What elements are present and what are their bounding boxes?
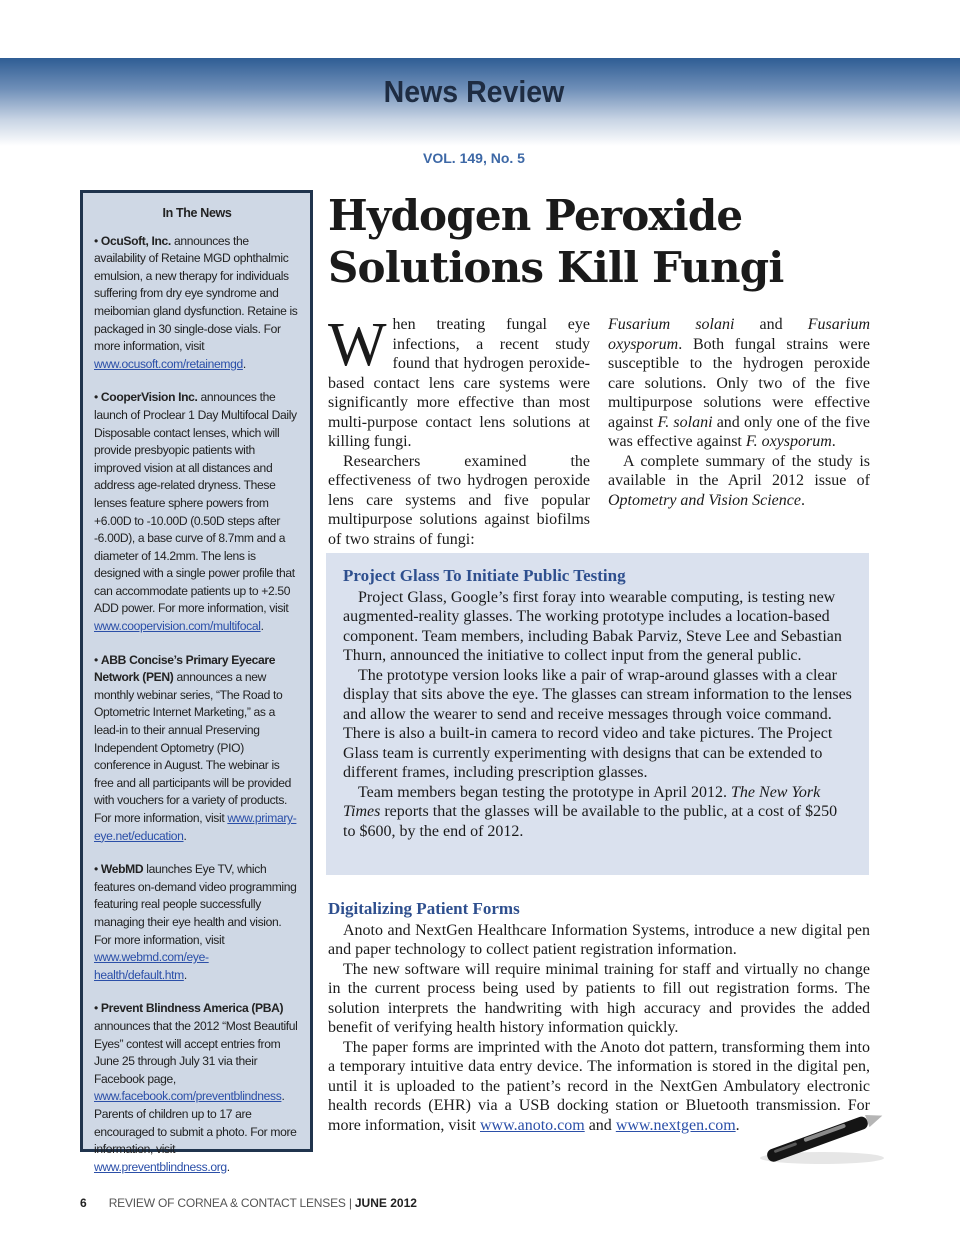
article-italic: F. oxysporum xyxy=(745,433,832,450)
news-item-text: announces that the 2012 “Most Beautiful Eyes” contest will accept entries from June 25 through July 31 via their Facebook page, xyxy=(94,1018,298,1086)
news-item-text: launches Eye TV, which features on-demand video programming featuring real people successfully managing their eye health and vision. For more information, visit xyxy=(94,862,297,947)
box-title: Project Glass To Initiate Public Testing xyxy=(343,566,626,585)
news-item-link[interactable]: www.ocusoft.com/retainemgd xyxy=(94,356,243,371)
article-italic: Fusarium solani xyxy=(608,316,735,333)
box-italic: The New York Times xyxy=(343,783,821,820)
drop-cap: W xyxy=(328,311,387,379)
news-item-webmd: • WebMD launches Eye TV, which features on-demand video programming featuring real people successfully managing their eye health and vision. For more information, visit www.webmd.com/eye-health/default.htm. xyxy=(94,862,297,982)
digital-pen-icon xyxy=(752,1102,892,1172)
article-text: . xyxy=(831,433,836,450)
article-text: . xyxy=(800,491,805,509)
news-item-end: . xyxy=(183,828,187,843)
news-item-link[interactable]: www.coopervision.com/multifocal xyxy=(94,619,261,634)
section-paragraph: Anoto and NextGen Healthcare Information Systems, introduce a new digital pen and paper technology to collect patient registration information. xyxy=(328,921,870,958)
article-italic: F. solani xyxy=(657,413,713,431)
section-text: . xyxy=(735,1116,740,1134)
article-paragraph xyxy=(608,452,870,511)
article-paragraph xyxy=(328,311,590,452)
patient-forms-section xyxy=(328,899,870,1135)
box-text: reports that the glasses will be available to the public, at a cost of $250 to $600, by the end of 2012. xyxy=(343,803,838,840)
news-item-end: . xyxy=(183,967,187,982)
box-text: Team members began testing the prototype in April 2012. xyxy=(358,783,732,801)
news-item-text: announces the availability of Retaine MGD ophthalmic emulsion, a new therapy for individuals suffering from dry eye syndrome and meibomian gland dysfunction. Retaine is packaged in 30 single-dose vials. For more information, visit xyxy=(94,233,298,354)
news-item-end: . xyxy=(242,356,246,371)
article-column-2 xyxy=(608,315,870,510)
news-item-lead: CooperVision Inc. xyxy=(100,390,198,405)
section-text: and xyxy=(584,1116,616,1134)
article-text: A complete summary of the study is available in the April 2012 issue of xyxy=(608,452,870,489)
news-item-ocusoft: • OcuSoft, Inc. announces the availability of Retaine MGD ophthalmic emulsion, a new therapy for individuals suffering from dry eye syndrome and meibomian gland dysfunction. Retaine is packaged in 30 single-dose vials. For more information, visit www.ocusoft.com/retainemgd. xyxy=(94,233,298,371)
news-item-prevent-blindness: • Prevent Blindness America (PBA) announces that the 2012 “Most Beautiful Eyes” contest will accept entries from June 25 through July 31 via their Facebook page, www.facebook.com/preventblindness. Parents of children up to 17 are encouraged to submit a photo. For more information, visit www.preventblindness.org. xyxy=(94,1001,298,1174)
headline-line: Hydogen Peroxide xyxy=(328,191,743,240)
issue-date: JUNE 2012 xyxy=(354,1196,417,1210)
news-item-text: announces a new monthly webinar series, “The Road to Optometric Internet Marketing,” as a lead-in to their annual Preserving Independent Optometry (PIO) conference in August. The webinar is free and all participants will be provided with vouchers for a variety of products. For more information, visit xyxy=(94,670,292,825)
article-text: Researchers examined the effectiveness of two hydrogen peroxide lens care systems and five popular multipurpose solutions against biofilms of two strains of fungi: xyxy=(328,452,590,548)
nextgen-link[interactable]: www.nextgen.com xyxy=(615,1116,736,1134)
section-text: The paper forms are imprinted with the Anoto dot pattern, transforming them into a temporary intuitive data entry device. The information is stored in the digital pen, until it is uploaded to the patient’s record in the NextGen Ambulatory electronic health records (EHR) via a USB docking station or Bluetooth transmission. For more information, visit xyxy=(328,1038,870,1134)
magazine-name: REVIEW OF CORNEA & CONTACT LENSES | xyxy=(108,1196,355,1210)
box-paragraph xyxy=(343,783,852,842)
news-item-link[interactable]: www.webmd.com/eye-health/default.htm xyxy=(94,950,209,982)
news-item-end: . xyxy=(226,1159,230,1174)
page-number: 6 xyxy=(80,1196,87,1210)
news-item-text: announces the launch of Proclear 1 Day Multifocal Daily Disposable contact lenses, which will provide presbyopic patients with improved vision at all distances and address age-related dryness. These lenses feature sphere powers from +6.00D to -10.00D (0.50D steps after -6.00D), a base curve of 8.7mm and a diameter of 14.2mm. The lens is designed with a single power profile that can accommodate patients up to +2.50 ADD power. For more information, visit xyxy=(94,390,297,616)
article-text: and only one of the five was effective against xyxy=(608,413,870,450)
headline-line: Solutions Kill Fungi xyxy=(328,243,784,292)
news-item-link[interactable]: www.facebook.com/preventblindness xyxy=(94,1089,282,1104)
article-text: . Both fungal strains were susceptible to the hydrogen peroxide care solutions. Only two of the five multipurpose solutions were effective against xyxy=(608,335,870,431)
article-text: and xyxy=(734,316,808,333)
sidebar-heading: In The News xyxy=(162,206,232,220)
section-heading: Digitalizing Patient Forms xyxy=(328,899,520,918)
section-title: News Review xyxy=(383,74,565,109)
news-item-abb-concise: • ABB Concise’s Primary Eyecare Network (PEN) announces a new monthly webinar series, “The Road to Optometric Internet Marketing,” as a lead-in to their annual Preserving Independent Optometry (PIO) conference in August. The webinar is free and all participants will be provided with vouchers for a variety of products. For more information, visit www.primary-eye.net/education. xyxy=(94,652,297,843)
volume-label: VOL. 149, No. 5 xyxy=(423,150,525,166)
anoto-link[interactable]: www.anoto.com xyxy=(479,1116,585,1134)
project-glass-box xyxy=(326,553,869,875)
article-italic: Fusarium oxysporum xyxy=(608,316,870,353)
article-headline xyxy=(328,190,888,294)
article-paragraph xyxy=(328,452,590,550)
news-item-end: . xyxy=(260,619,264,634)
news-item-text: . Parents of children up to 17 are encouraged to submit a photo. For more information, visit xyxy=(94,1089,297,1157)
article-paragraph-continued xyxy=(608,315,870,452)
section-paragraph: The new software will require minimal training for staff and virtually no change in the current process being used by patients to fill out registration forms. The solution interprets the handwriting with high accuracy and provides the added benefit of verifying health history information quickly. xyxy=(328,960,870,1036)
news-item-lead: Prevent Blindness America (PBA) xyxy=(100,1001,284,1016)
article-column-1 xyxy=(328,311,590,549)
article-text: hen treating fungal eye infections, a recent study found that hydrogen peroxide-based contact lens care systems were significantly more effective than most multi-purpose contact lens solutions at killing fungi. xyxy=(328,316,590,450)
article-italic: Optometry and Vision Science xyxy=(608,491,801,509)
news-item-lead: ABB Concise’s Primary Eyecare Network (PEN) xyxy=(94,652,276,685)
box-paragraph: Project Glass, Google’s first foray into wearable computing, is testing new augmented-reality glasses. The working prototype includes a location-based component. Team members, including Babak Parviz, Steve Lee and Sebastian Thurn, announced the initiative to collect input from the general public. xyxy=(343,588,842,664)
box-paragraph: The prototype version looks like a pair of wrap-around glasses with a clear display that sits above the eye. The glasses can stream information to the lenses and allow the wearer to send and receive messages through voice command. There is also a built-in camera to record video and take pictures. The Project Glass team is currently experimenting with designs that can be extended to different frames, including prescription glasses. xyxy=(343,666,852,781)
in-the-news-sidebar xyxy=(80,190,313,1174)
news-item-lead: WebMD xyxy=(100,862,144,877)
news-item-lead: OcuSoft, Inc. xyxy=(100,233,171,248)
page-footer xyxy=(80,1196,417,1210)
news-item-link[interactable]: www.primary-eye.net/education xyxy=(94,811,297,843)
news-item-coopervision: • CooperVision Inc. announces the launch of Proclear 1 Day Multifocal Daily Disposable contact lenses, which will provide presbyopic patients with improved vision at all distances and address age-related dryness. These lenses feature sphere powers from +6.00D to -10.00D (0.50D steps after -6.00D), a base curve of 8.7mm and a diameter of 14.2mm. The lens is designed with a single power profile that can accommodate patients up to +2.50 ADD power. For more information, visit www.coopervision.com/multifocal. xyxy=(94,390,297,634)
news-item-link[interactable]: www.preventblindness.org xyxy=(94,1159,227,1174)
